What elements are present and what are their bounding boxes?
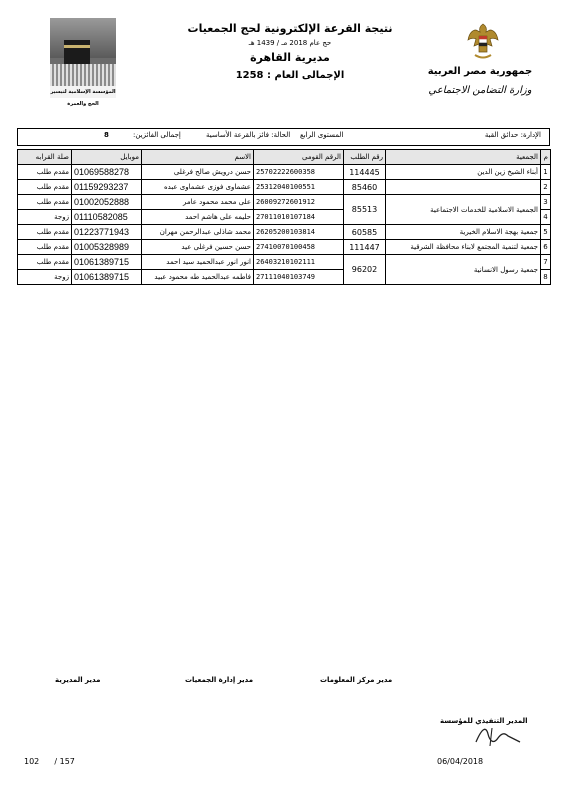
report-date: 06/04/2018 [437,757,484,766]
hajj-year: حج عام 2018 مـ / 1439 هـ [248,39,332,47]
associations-manager-label: مدير إدارة الجمعيات [185,676,254,684]
row-request-number: 111447 [344,240,386,255]
col-header-index: م [541,150,551,165]
row-relation: مقدم طلب [18,180,72,195]
directorate-name: مديرية القاهرة [250,51,330,64]
row-index: 3 [541,195,551,210]
row-index: 8 [541,270,551,285]
table-row [18,225,551,240]
row-index: 4 [541,210,551,225]
row-name: حسن حسين فرغلى عيد [142,240,254,255]
row-request-number: 114445 [344,165,386,180]
table-row [18,240,551,255]
photo-caption: المؤسسة الإسلامية لتيسير الحج والعمرة [50,86,116,98]
row-national-id: 26403210102111 [254,255,344,270]
winners-label: إجمالى الفائزين: [133,131,181,139]
kaaba-photo [50,18,116,107]
row-relation: زوجة [18,210,72,225]
page-title: نتيجة القرعة الإلكترونية لحج الجمعيات [187,22,393,35]
row-relation: مقدم طلب [18,240,72,255]
row-request-number: 85460 [344,180,386,195]
col-header-mobile: موبايل [72,150,142,165]
row-mobile: 01159293237 [72,180,142,195]
row-relation: مقدم طلب [18,225,72,240]
row-mobile: 01110582085 [72,210,142,225]
grand-total [180,70,400,81]
page-total: / 157 [54,757,75,766]
ministry-block [405,66,555,96]
table-row [18,255,551,270]
row-association: الجمعية الاسلامية للخدمات الاجتماعية [386,195,541,225]
col-header-request: رقم الطلب [344,150,386,165]
grand-total-value: 1258 [235,70,264,81]
row-relation: مقدم طلب [18,165,72,180]
row-association [386,180,541,195]
col-header-relation: صلة القرابه [18,150,72,165]
page-indicator [24,757,75,766]
col-header-national-id: الرقم القومى [254,150,344,165]
row-request-number: 96202 [344,255,386,285]
row-name: على محمد محمود عامر [142,195,254,210]
row-request-number: 60585 [344,225,386,240]
table-header-row [18,150,551,165]
col-header-name: الاسم [142,150,254,165]
winners-count: 8 [104,131,109,139]
ministry-name: وزارة التضامن الاجتماعي [428,85,532,96]
row-association: جمعية رسول الانسانية [386,255,541,285]
row-index: 7 [541,255,551,270]
level-label: المستوى الرابع [300,131,344,139]
table-row [18,165,551,180]
row-name: عشماوى فوزى عشماوى عبده [142,180,254,195]
col-header-association: الجمعية [386,150,541,165]
row-national-id: 25312040100551 [254,180,344,195]
row-name: انور انور عبدالحميد سيد احمد [142,255,254,270]
row-relation: مقدم طلب [18,255,72,270]
row-national-id: 27410070100458 [254,240,344,255]
row-relation: مقدم طلب [18,195,72,210]
administration-label: الإدارة: حدائق القبة [484,131,541,139]
row-mobile: 01223771943 [72,225,142,240]
row-name: حليمه على هاشم احمد [142,210,254,225]
row-index: 2 [541,180,551,195]
row-national-id: 27011010107184 [254,210,344,225]
header-title-block [180,22,400,81]
row-national-id: 27111040103749 [254,270,344,285]
executive-director-label: المدير التنفيذي للمؤسسة [440,717,528,725]
row-name: حسن درويش صالح فرغلى [142,165,254,180]
row-mobile: 01002052888 [72,195,142,210]
row-index: 5 [541,225,551,240]
row-mobile: 01069588278 [72,165,142,180]
table-row [18,180,551,195]
winners-table [17,149,551,285]
row-request-number: 85513 [344,195,386,225]
row-name: فاطمه عبدالحميد طه محمود عبيد [142,270,254,285]
info-center-manager-label: مدير مركز المعلومات [320,676,393,684]
eagle-emblem-icon [466,22,500,62]
republic-name: جمهورية مصر العربية [427,66,533,77]
row-association: أبناء الشيخ زين الدين [386,165,541,180]
handwritten-signature-icon [468,722,528,750]
row-association: جمعية لتنمية المجتمع لابناء محافظة الشرقية [386,240,541,255]
directorate-manager-label: مدير المديرية [55,676,101,684]
table-row [18,195,551,210]
row-relation: زوجة [18,270,72,285]
row-national-id: 25702222600358 [254,165,344,180]
page-number: 102 [24,757,40,766]
row-index: 6 [541,240,551,255]
status-label: الحالة: فائز بالقرعة الأساسية [206,131,291,139]
info-bar [17,128,550,146]
row-association: جمعية بهجة الاسلام الخيرية [386,225,541,240]
grand-total-label: الإجمالى العام : [267,70,345,81]
row-mobile: 01061389715 [72,255,142,270]
row-national-id: 26009272601912 [254,195,344,210]
row-national-id: 26205200103814 [254,225,344,240]
row-mobile: 01005328989 [72,240,142,255]
row-mobile: 01061389715 [72,270,142,285]
row-index: 1 [541,165,551,180]
row-name: محمد شاذلى عبدالرحمن مهران [142,225,254,240]
